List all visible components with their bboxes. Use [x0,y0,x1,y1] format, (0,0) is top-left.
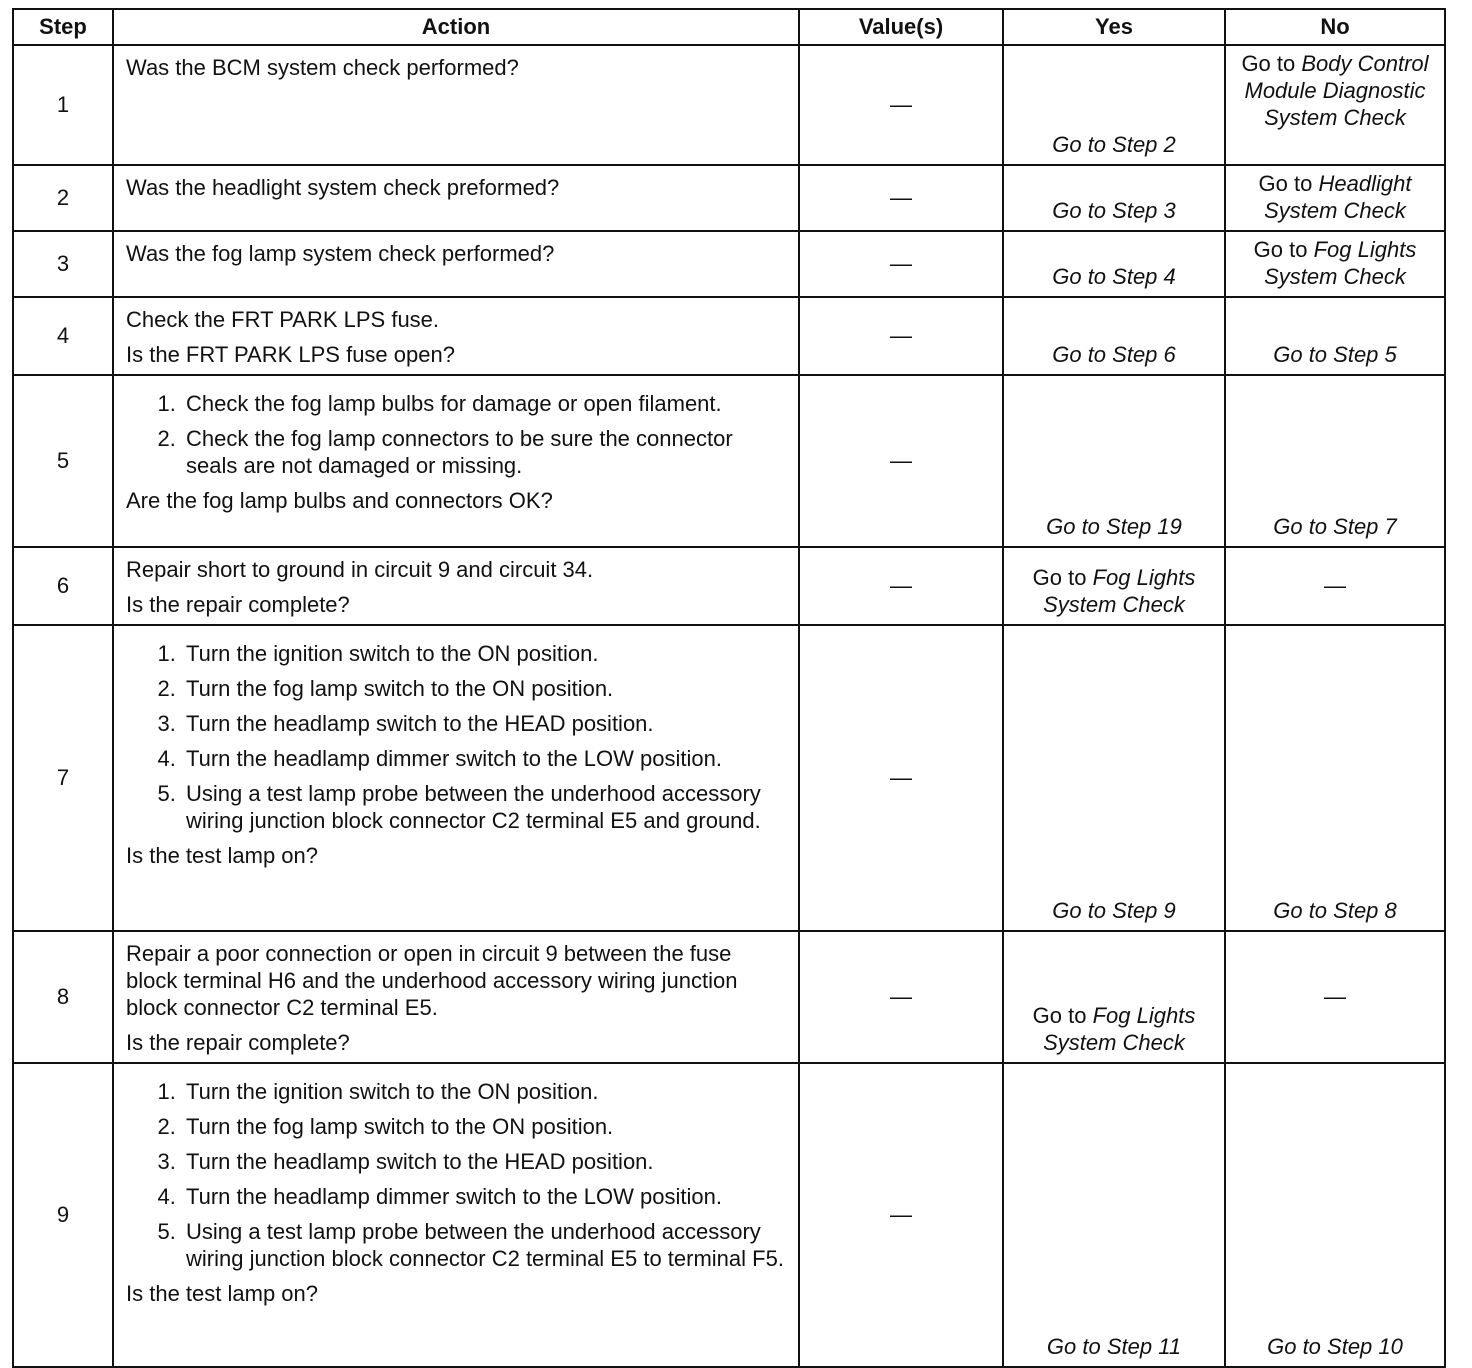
no-prefix: Go to [1241,51,1296,76]
header-yes: Yes [1003,9,1225,45]
no-cell [1225,625,1445,931]
table-row [13,547,1445,625]
no-cell [1225,165,1445,231]
no-link: Fog Lights System Check [1264,237,1417,289]
header-action: Action [113,9,799,45]
substep-item: 2. Turn the fog lamp switch to the ON position. [182,675,786,702]
table-row [13,45,1445,165]
step-number: 4 [13,297,113,375]
yes-link: Go to Step 9 [1052,898,1176,923]
action-question: Is the repair complete? [126,592,350,617]
substep-item: 3. Turn the headlamp switch to the HEAD position. [182,710,786,737]
yes-cell [1003,45,1225,165]
action-cell [113,1063,799,1367]
yes-link: Fog Lights System Check [1043,1003,1196,1055]
value-cell [799,297,1003,375]
yes-link: Go to Step 11 [1046,1334,1182,1359]
step-number: 5 [13,375,113,547]
substep-list [126,640,786,834]
yes-cell [1003,297,1225,375]
action-text: Check the FRT PARK LPS fuse. [126,307,440,332]
substep-item: 4. Turn the headlamp dimmer switch to the LOW position. [182,745,786,772]
no-link: Go to Step 10 [1267,1334,1403,1359]
no-link: Headlight System Check [1264,171,1412,223]
action-question: Is the FRT PARK LPS fuse open? [126,342,455,367]
yes-prefix: Go to [1032,565,1087,590]
action-question: Is the test lamp on? [126,1281,318,1306]
table-row [13,931,1445,1063]
header-values: Value(s) [799,9,1003,45]
dash: — [890,251,912,276]
table-row [13,625,1445,931]
yes-cell [1003,1063,1225,1367]
action-question: Are the fog lamp bulbs and connectors OK? [126,488,553,513]
dash: — [890,573,912,598]
dash: — [890,92,912,117]
action-text: Repair short to ground in circuit 9 and circuit 34. [126,557,594,582]
yes-cell [1003,625,1225,931]
substep-item: 5. Using a test lamp probe between the underhood accessory wiring junction block connector C2 terminal E5 and ground. [182,780,786,834]
no-link: Go to Step 7 [1273,514,1397,539]
action-text: Repair a poor connection or open in circuit 9 between the fuse block terminal H6 and the underhood accessory wiring junction block connector C2 terminal E5. [126,941,738,1020]
action-cell [113,45,799,165]
action-cell [113,165,799,231]
table-row [13,375,1445,547]
substep-item: 2. Check the fog lamp connectors to be sure the connector seals are not damaged or missing. [182,425,786,479]
no-link: Go to Step 5 [1273,342,1397,367]
action-question: Is the test lamp on? [126,843,318,868]
dash: — [890,323,912,348]
yes-link: Go to Step 2 [1052,132,1176,157]
yes-cell [1003,231,1225,297]
substep-item: 2. Turn the fog lamp switch to the ON position. [182,1113,786,1140]
substep-list [126,390,786,479]
yes-link: Go to Step 3 [1052,198,1176,223]
substep-list [126,1078,786,1272]
value-cell [799,165,1003,231]
yes-link: Go to Step 6 [1052,342,1176,367]
value-cell [799,45,1003,165]
action-text: Was the BCM system check performed? [126,55,519,80]
action-cell [113,547,799,625]
substep-item: 4. Turn the headlamp dimmer switch to the LOW position. [182,1183,786,1210]
no-cell [1225,1063,1445,1367]
step-number: 3 [13,231,113,297]
yes-cell [1003,375,1225,547]
action-cell [113,231,799,297]
step-number: 6 [13,547,113,625]
no-cell [1225,297,1445,375]
header-step: Step [13,9,113,45]
no-cell [1225,375,1445,547]
dash: — [1324,984,1346,1009]
yes-link: Go to Step 19 [1046,514,1182,539]
dash: — [890,984,912,1009]
dash: — [890,1202,912,1227]
step-number: 8 [13,931,113,1063]
action-cell [113,375,799,547]
yes-cell [1003,547,1225,625]
step-number: 9 [13,1063,113,1367]
action-question: Is the repair complete? [126,1030,350,1055]
substep-item: 1. Check the fog lamp bulbs for damage or open filament. [182,390,786,417]
step-number: 7 [13,625,113,931]
action-text: Was the headlight system check preformed? [126,175,560,200]
no-link: Go to Step 8 [1273,898,1397,923]
step-number: 1 [13,45,113,165]
diagnostic-table [12,8,1446,1368]
action-text: Was the fog lamp system check performed? [126,241,555,266]
no-cell [1225,547,1445,625]
action-cell [113,297,799,375]
substep-item: 3. Turn the headlamp switch to the HEAD position. [182,1148,786,1175]
value-cell [799,931,1003,1063]
action-cell [113,625,799,931]
substep-item: 1. Turn the ignition switch to the ON position. [182,1078,786,1105]
value-cell [799,375,1003,547]
no-cell [1225,231,1445,297]
table-row [13,231,1445,297]
step-number: 2 [13,165,113,231]
table-row [13,297,1445,375]
table-row [13,165,1445,231]
dash: — [890,765,912,790]
substep-item: 1. Turn the ignition switch to the ON position. [182,640,786,667]
no-cell [1225,45,1445,165]
value-cell [799,547,1003,625]
dash: — [1324,573,1346,598]
dash: — [890,448,912,473]
value-cell [799,1063,1003,1367]
header-row [13,9,1445,45]
value-cell [799,625,1003,931]
no-prefix: Go to [1253,237,1308,262]
action-cell [113,931,799,1063]
dash: — [890,185,912,210]
no-cell [1225,931,1445,1063]
yes-link: Fog Lights System Check [1043,565,1196,617]
yes-cell [1003,931,1225,1063]
substep-item: 5. Using a test lamp probe between the underhood accessory wiring junction block connector C2 terminal E5 to terminal F5. [182,1218,786,1272]
no-prefix: Go to [1258,171,1313,196]
no-link: Body Control Module Diagnostic System Check [1244,51,1429,130]
yes-cell [1003,165,1225,231]
header-no: No [1225,9,1445,45]
table-row [13,1063,1445,1367]
value-cell [799,231,1003,297]
yes-link: Go to Step 4 [1052,264,1176,289]
yes-prefix: Go to [1032,1003,1087,1028]
